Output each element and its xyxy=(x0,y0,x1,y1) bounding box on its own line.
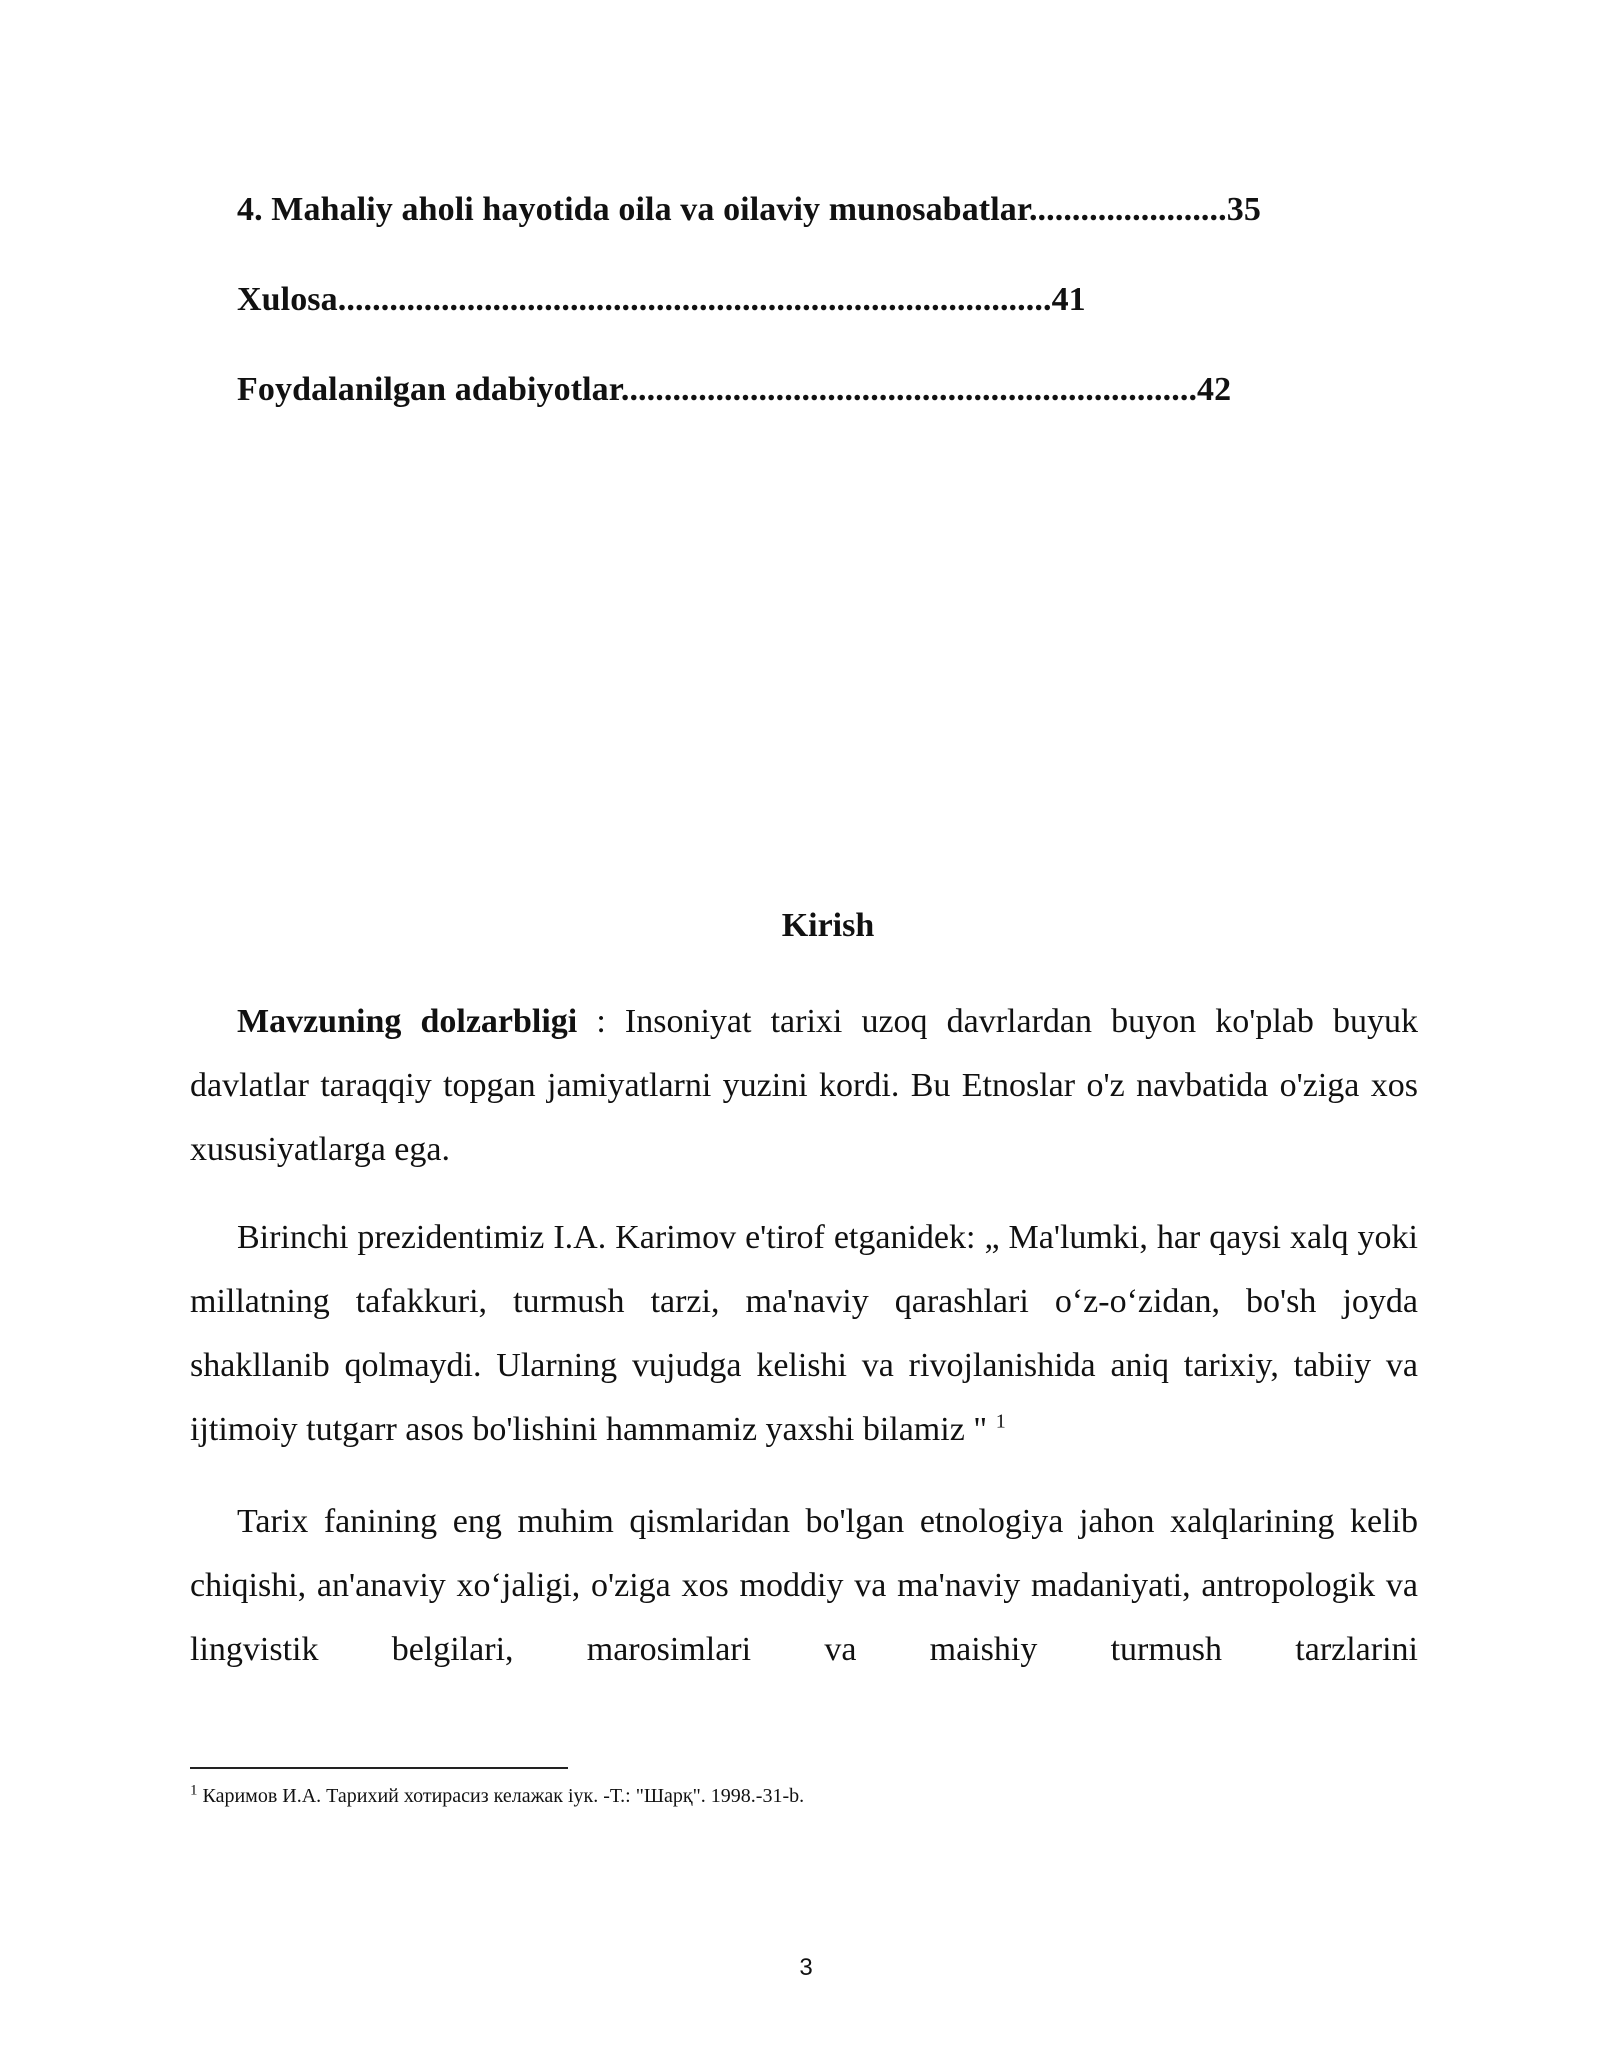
toc-entry-leader: ................................................................................... xyxy=(337,281,1052,318)
footnote xyxy=(190,1782,804,1810)
paragraph-relevance xyxy=(190,990,1418,1182)
toc-entry-title: Xulosa xyxy=(237,281,338,318)
paragraph-text: : Insoniyat tarixi uzoq davrlardan buyon ko'plab buyuk davlatlar taraqqiy topgan jamiyatlarni yuzini kordi. Bu Etnoslar o'z navbatida o'ziga xos xususiyatlarga ega. xyxy=(190,1003,1419,1168)
toc-entry-references xyxy=(237,370,1231,410)
toc-entry-leader: ................................................................... xyxy=(620,371,1198,408)
toc-entry-family-relations xyxy=(237,190,1261,230)
paragraph-text: Tarix fanining eng muhim qismlaridan bo'lgan etnologiya jahon xalqlarining kelib chiqishi, an'anaviy xo‘jaligi, o'ziga xos moddiy va ma'naviy madaniyati, antropologik va lingvistik belgilari, marosimlari va maishiy turmush tarzlarini xyxy=(190,1503,1418,1668)
paragraph-quote xyxy=(190,1206,1418,1462)
footnote-reference[interactable]: 1 xyxy=(995,1410,1006,1433)
toc-entry-leader: ....................... xyxy=(1028,191,1227,228)
toc-entry-page: 42 xyxy=(1197,371,1232,408)
toc-entry-title: 4. Mahaliy aholi hayotida oila va oilaviy munosabatlar xyxy=(237,191,1029,228)
footnote-marker: 1 xyxy=(190,1782,198,1799)
toc-entry-title: Foydalanilgan adabiyotlar xyxy=(237,371,621,408)
footnote-separator xyxy=(190,1767,568,1769)
toc-entry-page: 35 xyxy=(1226,191,1261,228)
footnote-text: Каримов И.А. Тарихий хотирасиз келажак iук. -Т.: "Шарқ". 1998.-31-b. xyxy=(197,1785,805,1807)
paragraph-text: Birinchi prezidentimiz I.A. Karimov e'tirof etganidek: „ Ma'lumki, har qaysi xalq yoki millatning tafakkuri, turmush tarzi, ma'naviy qarashlari o‘z-o‘zidan, bo'sh joyda shakllanib qolmaydi. Ularning vujudga kelishi va rivojlanishida aniq tarixiy, tabiiy va ijtimoiy tutgarr asos bo'lishini hammamiz yaxshi bilamiz " xyxy=(190,1219,1418,1448)
toc-entry-conclusion xyxy=(237,280,1086,320)
paragraph-lead-term: Mavzuning dolzarbligi xyxy=(237,1003,578,1040)
page-number: 3 xyxy=(799,1954,813,1981)
section-heading: Kirish xyxy=(781,907,875,944)
toc-entry-page: 41 xyxy=(1051,281,1086,318)
paragraph-ethnology xyxy=(190,1490,1418,1682)
